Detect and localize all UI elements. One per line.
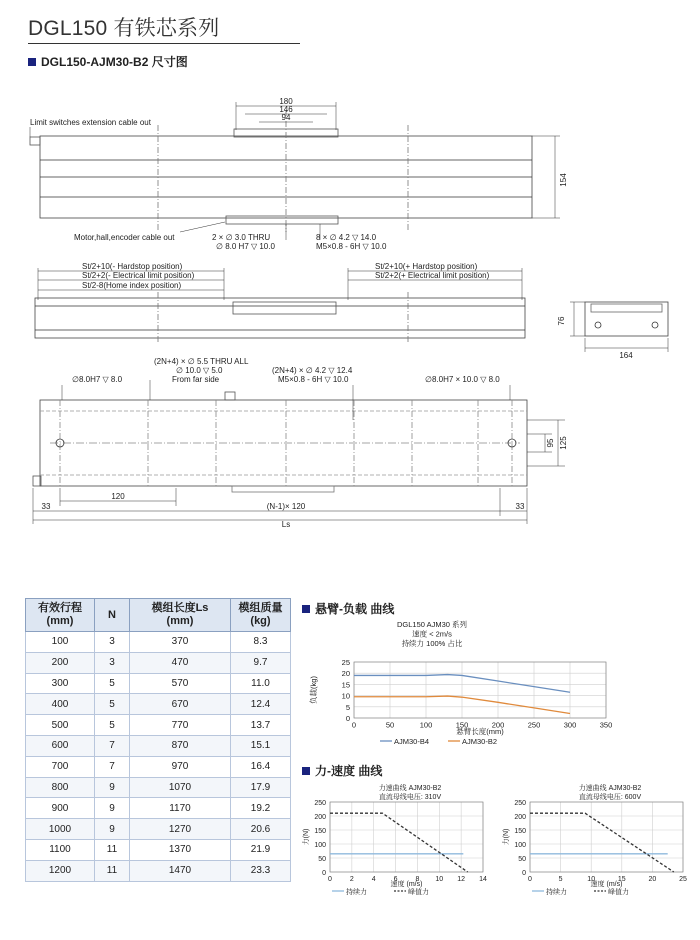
- cantilever-section-label: 悬臂-负载 曲线: [315, 602, 395, 616]
- y-axis-label: 负载(kg): [309, 676, 318, 704]
- table-cell: 20.6: [231, 819, 291, 840]
- x-axis-label: 悬臂长度(mm): [456, 727, 504, 736]
- table-cell: 9: [95, 798, 130, 819]
- elec-limit-right-label: St/2+2(+ Electrical limit position): [375, 271, 490, 280]
- plot-frame: [354, 662, 606, 718]
- table-row: [26, 652, 291, 673]
- x-tick-label: 6: [393, 876, 398, 883]
- table-cell: 15.1: [231, 735, 291, 756]
- table-row: [26, 798, 291, 819]
- force-speed-chart-310v: [300, 780, 495, 895]
- y-tick-label: 100: [314, 842, 326, 849]
- hole-right-label: ∅8.0H7 × 10.0 ▽ 8.0: [425, 375, 500, 384]
- header-stroke: 有效行程 (mm): [26, 599, 95, 632]
- table-cell: 17.9: [231, 777, 291, 798]
- chart-subtitle: 速度 < 2m/s: [412, 629, 452, 639]
- table-cell: 7: [95, 735, 130, 756]
- y-tick-label: 10: [341, 691, 350, 701]
- table-cell: 21.9: [231, 839, 291, 860]
- x-tick-label: 250: [527, 720, 541, 730]
- dim-125: 125: [559, 436, 568, 450]
- table-cell: 9: [95, 819, 130, 840]
- y-axis-label: 力(N): [303, 828, 310, 846]
- hole-spec-c3: From far side: [172, 375, 220, 384]
- table-cell: 16.4: [231, 756, 291, 777]
- table-row: [26, 715, 291, 736]
- table-cell: 970: [130, 756, 231, 777]
- table-cell: 23.3: [231, 860, 291, 881]
- table-cell: 7: [95, 756, 130, 777]
- x-tick-label: 200: [491, 720, 505, 730]
- y-tick-label: 150: [514, 828, 526, 835]
- table-cell: 11.0: [231, 673, 291, 694]
- y-tick-label: 150: [314, 828, 326, 835]
- home-index-label: St/2-8(Home index position): [82, 281, 182, 290]
- table-cell: 3: [95, 652, 130, 673]
- hole-spec-a1: 2 × ∅ 3.0 THRU: [212, 233, 271, 242]
- table-row: [26, 673, 291, 694]
- x-tick-label: 4: [371, 876, 376, 883]
- chart-title: DGL150 AJM30 系列: [396, 620, 468, 629]
- table-row: [26, 839, 291, 860]
- y-tick-label: 200: [514, 814, 526, 821]
- table-cell: 800: [26, 777, 95, 798]
- force-section-heading: [302, 762, 382, 779]
- dim-120: 120: [111, 492, 125, 501]
- series-line-1: [330, 813, 468, 872]
- cantilever-section-heading: [302, 600, 394, 617]
- x-tick-label: 2: [349, 876, 354, 883]
- table-cell: 900: [26, 798, 95, 819]
- hole-left-label: ∅8.0H7 ▽ 8.0: [72, 375, 123, 384]
- y-tick-label: 5: [345, 702, 350, 712]
- x-tick-label: 350: [599, 720, 613, 730]
- hole-spec-b1: 8 × ∅ 4.2 ▽ 14.0: [316, 233, 377, 242]
- table-cell: 1200: [26, 860, 95, 881]
- x-tick-label: 300: [563, 720, 577, 730]
- x-tick-label: 10: [435, 876, 444, 883]
- table-cell: 600: [26, 735, 95, 756]
- y-tick-label: 15: [341, 680, 350, 690]
- table-cell: 1470: [130, 860, 231, 881]
- table-cell: 5: [95, 715, 130, 736]
- hardstop-left-label: St/2+10(- Hardstop position): [82, 262, 183, 271]
- table-cell: 300: [26, 673, 95, 694]
- table-cell: 3: [95, 632, 130, 653]
- x-tick-label: 150: [455, 720, 469, 730]
- y-axis-label: 力(N): [503, 828, 510, 846]
- x-tick-label: 14: [479, 876, 487, 883]
- hole-spec-c1: (2N+4) × ∅ 5.5 THRU ALL: [154, 357, 249, 366]
- dim-146: 146: [279, 105, 293, 114]
- x-tick-label: 5: [558, 876, 563, 883]
- table-cell: 5: [95, 694, 130, 715]
- table-cell: 8.3: [231, 632, 291, 653]
- table-cell: 1370: [130, 839, 231, 860]
- table-cell: 13.7: [231, 715, 291, 736]
- table-cell: 1100: [26, 839, 95, 860]
- legend-label-1: 峰值力: [408, 889, 429, 895]
- section-bullet-icon: [302, 605, 310, 613]
- x-tick-label: 0: [528, 876, 532, 883]
- dim-pitch: (N-1)× 120: [266, 502, 306, 511]
- legend-label-1: AJM30-B2: [462, 737, 498, 746]
- spec-table: [25, 598, 291, 882]
- table-row: [26, 632, 291, 653]
- chart-title: 力速曲线 AJM30-B2: [378, 785, 442, 792]
- x-tick-label: 12: [457, 876, 466, 883]
- table-cell: 1070: [130, 777, 231, 798]
- table-cell: 5: [95, 673, 130, 694]
- y-tick-label: 25: [341, 658, 350, 667]
- table-cell: 400: [26, 694, 95, 715]
- header-length: 模组长度Ls (mm): [130, 599, 231, 632]
- spec-table-header: [26, 599, 291, 632]
- dim-164: 164: [619, 351, 633, 360]
- hole-spec-c2: ∅ 10.0 ▽ 5.0: [176, 366, 223, 375]
- table-cell: 570: [130, 673, 231, 694]
- table-row: [26, 777, 291, 798]
- table-cell: 370: [130, 632, 231, 653]
- force-speed-chart-600v: [500, 780, 695, 895]
- y-tick-label: 250: [514, 800, 526, 807]
- hole-spec-a2: ∅ 8.0 H7 ▽ 10.0: [216, 242, 275, 251]
- table-row: [26, 819, 291, 840]
- x-tick-label: 100: [419, 720, 433, 730]
- x-tick-label: 20: [648, 876, 657, 883]
- table-cell: 9.7: [231, 652, 291, 673]
- chart-subtitle: 直流母线电压: 600V: [578, 794, 642, 801]
- table-row: [26, 694, 291, 715]
- dim-95: 95: [546, 438, 555, 448]
- y-tick-label: 50: [518, 856, 526, 863]
- x-tick-label: 15: [617, 876, 626, 883]
- table-cell: 1170: [130, 798, 231, 819]
- chart-title: 力速曲线 AJM30-B2: [578, 785, 642, 792]
- y-tick-label: 20: [341, 669, 350, 679]
- chart-subtitle: 直流母线电压: 310V: [378, 794, 442, 801]
- plot-frame: [530, 802, 683, 872]
- cantilever-load-chart: [302, 618, 692, 758]
- force-section-label: 力-速度 曲线: [315, 764, 383, 778]
- legend-label-1: 峰值力: [608, 889, 629, 895]
- dim-180: 180: [279, 97, 293, 106]
- y-tick-label: 50: [318, 856, 326, 863]
- x-tick-label: 10: [587, 876, 596, 883]
- table-row: [26, 735, 291, 756]
- header-n: N: [95, 599, 130, 632]
- y-tick-label: 0: [322, 870, 326, 877]
- hole-spec-d1: (2N+4) × ∅ 4.2 ▽ 12.4: [272, 366, 353, 375]
- page-title: DGL150 有铁芯系列: [28, 17, 220, 40]
- header-mass: 模组质量 (kg): [231, 599, 291, 632]
- table-cell: 100: [26, 632, 95, 653]
- motor-cable-note: Motor,hall,encoder cable out: [74, 233, 175, 242]
- dim-94: 94: [281, 113, 291, 122]
- section-bullet-icon: [302, 767, 310, 775]
- table-cell: 9: [95, 777, 130, 798]
- table-row: [26, 756, 291, 777]
- y-tick-label: 100: [514, 842, 526, 849]
- table-cell: 770: [130, 715, 231, 736]
- hardstop-right-label: St/2+10(+ Hardstop position): [375, 262, 478, 271]
- legend-label-0: AJM30-B4: [394, 737, 430, 746]
- dim-154: 154: [559, 173, 568, 187]
- dim-ls: Ls: [281, 520, 291, 529]
- x-tick-label: 50: [385, 720, 395, 730]
- x-axis-label: 速度 (m/s): [390, 881, 423, 888]
- table-cell: 1270: [130, 819, 231, 840]
- table-cell: 11: [95, 860, 130, 881]
- table-cell: 19.2: [231, 798, 291, 819]
- plot-frame: [330, 802, 483, 872]
- y-tick-label: 0: [522, 870, 526, 877]
- legend-label-0: 持续力: [546, 889, 567, 895]
- table-cell: 500: [26, 715, 95, 736]
- limit-cable-note: Limit switches extension cable out: [30, 118, 151, 127]
- table-cell: 11: [95, 839, 130, 860]
- dim-33-right: 33: [515, 502, 525, 511]
- hole-spec-d2: M5×0.8 - 6H ▽ 10.0: [278, 375, 349, 384]
- table-row: [26, 860, 291, 881]
- dim-76: 76: [557, 316, 566, 326]
- y-tick-label: 200: [314, 814, 326, 821]
- x-tick-label: 8: [415, 876, 420, 883]
- table-cell: 12.4: [231, 694, 291, 715]
- dimension-section-label: DGL150-AJM30-B2 尺寸图: [41, 55, 188, 69]
- table-cell: 700: [26, 756, 95, 777]
- y-tick-label: 250: [314, 800, 326, 807]
- y-tick-label: 0: [345, 714, 350, 723]
- x-tick-label: 0: [328, 876, 332, 883]
- dim-33-left: 33: [41, 502, 51, 511]
- x-tick-label: 0: [351, 720, 357, 730]
- table-cell: 670: [130, 694, 231, 715]
- spec-table-body: [26, 632, 291, 882]
- chart-subtitle: 持续力 100% 占比: [401, 639, 463, 648]
- x-axis-label: 速度 (m/s): [590, 881, 623, 888]
- end-view: [570, 302, 668, 352]
- elec-limit-left-label: St/2+2(- Electrical limit position): [82, 271, 195, 280]
- table-cell: 870: [130, 735, 231, 756]
- table-cell: 1000: [26, 819, 95, 840]
- hole-spec-b2: M5×0.8 - 6H ▽ 10.0: [316, 242, 387, 251]
- x-tick-label: 25: [679, 876, 687, 883]
- legend-label-0: 持续力: [346, 889, 367, 895]
- table-cell: 470: [130, 652, 231, 673]
- table-cell: 200: [26, 652, 95, 673]
